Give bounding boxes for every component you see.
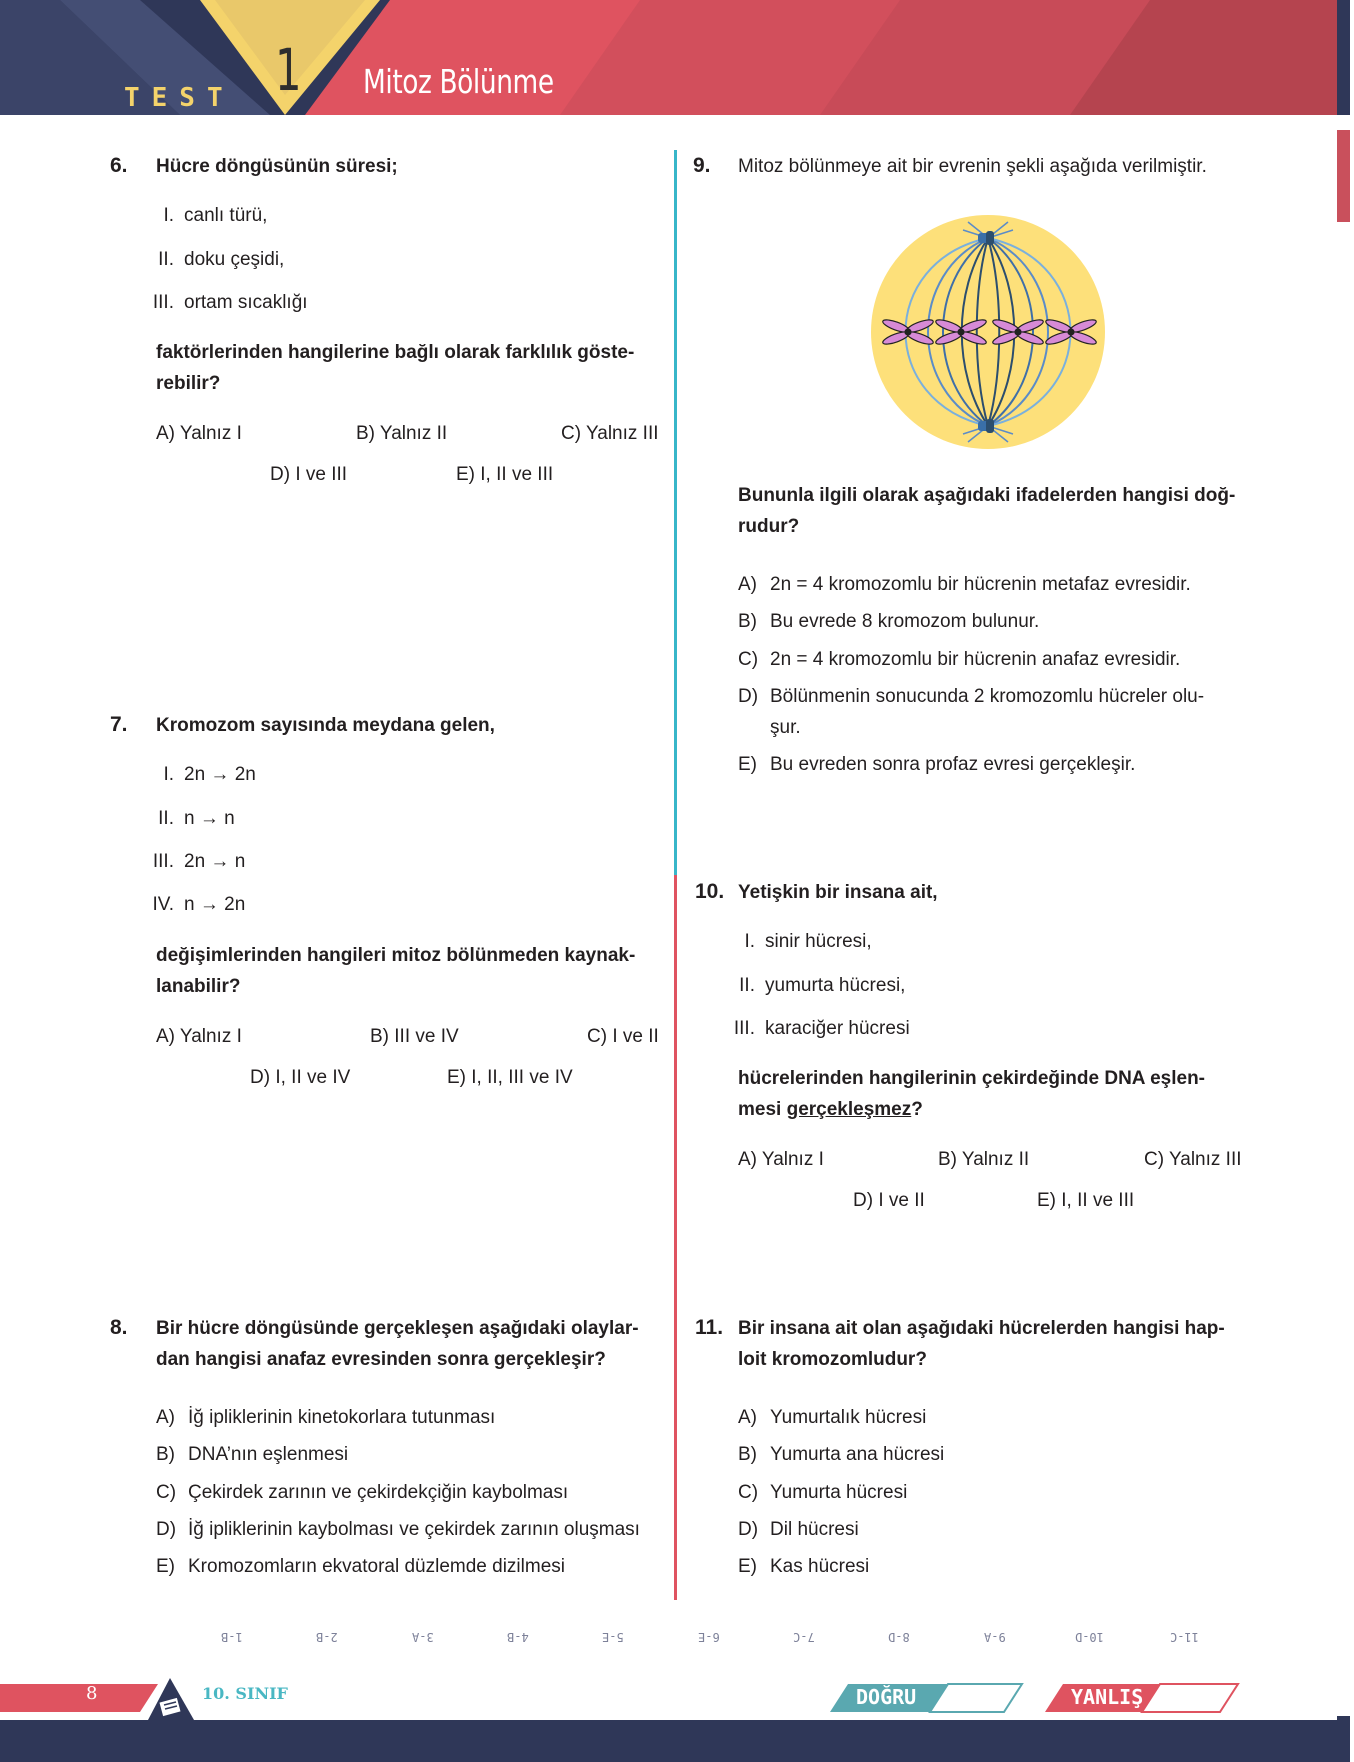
list-item: I. sinir hücresi, <box>744 931 872 952</box>
question-stem: Yetişkin bir insana ait, <box>738 882 938 903</box>
question-text-line: hücrelerinden hangilerinin çekirdeğinde DNA eşlen- <box>738 1068 1206 1089</box>
option-c[interactable]: C) I ve II <box>587 1026 659 1047</box>
list-item: III. 2n → n <box>152 851 246 872</box>
option-d-continuation: şur. <box>770 717 801 738</box>
option-e[interactable]: E) Bu evreden sonra profaz evresi gerçekleşir. <box>738 754 1136 775</box>
grade-label: 10. SINIF <box>202 1684 288 1703</box>
answer-key-item: 6-E <box>698 1630 720 1644</box>
page-header <box>0 0 1338 115</box>
question-number: 6. <box>110 154 128 177</box>
option-b[interactable]: B) Bu evrede 8 kromozom bulunur. <box>738 611 1040 632</box>
question-text-line: faktörlerinden hangilerine bağlı olarak farklılık göste- <box>156 342 635 363</box>
answer-key-item: 8-D <box>888 1630 910 1644</box>
option-a[interactable]: A) İğ ipliklerinin kinetokorlara tutunması <box>156 1407 496 1428</box>
answer-key-item: 3-A <box>412 1630 434 1644</box>
question-text-line: mesi gerçekleşmez? <box>738 1099 923 1120</box>
question-number: 11. <box>695 1316 724 1339</box>
option-e[interactable]: E) I, II ve III <box>1037 1190 1135 1211</box>
option-b[interactable]: B) III ve IV <box>370 1026 459 1047</box>
answer-key-item: 5-E <box>602 1630 624 1644</box>
option-b[interactable]: B) Yalnız II <box>938 1149 1030 1170</box>
option-d[interactable]: D) I ve II <box>853 1190 925 1211</box>
answer-key-item: 1-B <box>221 1630 243 1644</box>
question-text-line: Bununla ilgili olarak aşağıdaki ifadelerden hangisi doğ- <box>738 485 1236 506</box>
question-stem: Hücre döngüsünün süresi; <box>156 156 398 177</box>
column-divider-bottom <box>674 875 677 1600</box>
question-text-line: Bir insana ait olan aşağıdaki hücrelerden hangisi hap- <box>738 1318 1225 1339</box>
bottom-right-edge-bar <box>1337 1716 1350 1762</box>
option-d[interactable]: D) Dil hücresi <box>738 1519 859 1540</box>
answer-key-item: 9-A <box>984 1630 1006 1644</box>
list-item: III. karaciğer hücresi <box>733 1018 910 1039</box>
page-number: 8 <box>86 1683 98 1704</box>
question-text-line: rudur? <box>738 516 800 537</box>
right-edge-tab <box>1337 130 1350 222</box>
option-b[interactable]: B) Yalnız II <box>356 423 448 444</box>
list-item: III. ortam sıcaklığı <box>152 292 308 313</box>
option-d[interactable]: D) İğ ipliklerinin kaybolması ve çekirdek zarının oluşması <box>156 1519 640 1540</box>
list-item: II. yumurta hücresi, <box>739 975 906 996</box>
option-a[interactable]: A) Yalnız I <box>156 1026 242 1047</box>
option-e[interactable]: E) Kas hücresi <box>738 1556 870 1577</box>
right-edge-bar <box>1337 0 1350 115</box>
option-a[interactable]: A) Yumurtalık hücresi <box>738 1407 927 1428</box>
answer-key-item: 7-C <box>793 1630 815 1644</box>
wrong-count-label: YANLIŞ <box>1071 1685 1144 1709</box>
option-d[interactable]: D) I, II ve IV <box>250 1067 351 1088</box>
option-d[interactable]: D) Bölünmenin sonucunda 2 kromozomlu hücreler olu- <box>738 686 1205 707</box>
option-e[interactable]: E) I, II, III ve IV <box>447 1067 573 1088</box>
answer-key-item: 4-B <box>507 1630 529 1644</box>
mitosis-cell-illustration <box>868 212 1108 452</box>
question-text-line: loit kromozomludur? <box>738 1349 927 1370</box>
test-label: TEST <box>124 83 235 113</box>
option-b[interactable]: B) DNA’nın eşlenmesi <box>156 1444 349 1465</box>
question-number: 10. <box>695 880 725 903</box>
question-text-line: rebilir? <box>156 373 221 394</box>
answer-key-item: 11-C <box>1170 1630 1199 1644</box>
question-number: 7. <box>110 713 128 736</box>
option-c[interactable]: C) Çekirdek zarının ve çekirdekçiğin kaybolması <box>156 1482 569 1503</box>
column-divider-top <box>674 150 677 875</box>
option-b[interactable]: B) Yumurta ana hücresi <box>738 1444 945 1465</box>
option-c[interactable]: C) 2n = 4 kromozomlu bir hücrenin anafaz evresidir. <box>738 649 1181 670</box>
option-a[interactable]: A) Yalnız I <box>738 1149 824 1170</box>
correct-count-label: DOĞRU <box>856 1685 917 1709</box>
question-number: 9. <box>693 154 711 177</box>
list-item: I. 2n → 2n <box>163 764 256 785</box>
list-item: IV. n → 2n <box>152 894 246 915</box>
question-stem: Kromozom sayısında meydana gelen, <box>156 715 495 736</box>
answer-key-item: 10-D <box>1075 1630 1104 1644</box>
option-e[interactable]: E) I, II ve III <box>456 464 554 485</box>
list-item: II. doku çeşidi, <box>158 249 285 270</box>
option-a[interactable]: A) 2n = 4 kromozomlu bir hücrenin metafaz evresidir. <box>738 574 1191 595</box>
question-text-line: lanabilir? <box>156 976 241 997</box>
test-number: 1 <box>275 36 302 104</box>
option-d[interactable]: D) I ve III <box>270 464 348 485</box>
list-item: II. n → n <box>158 808 235 829</box>
list-item: I. canlı türü, <box>163 205 268 226</box>
question-text-line: dan hangisi anafaz evresinden sonra gerçekleşir? <box>156 1349 606 1370</box>
question-text-line: Bir hücre döngüsünde gerçekleşen aşağıdaki olaylar- <box>156 1318 639 1339</box>
answer-key-item: 2-B <box>316 1630 338 1644</box>
option-c[interactable]: C) Yalnız III <box>1144 1149 1242 1170</box>
footer-graphic <box>0 1670 1338 1762</box>
test-title: Mitoz Bölünme <box>363 62 554 101</box>
option-a[interactable]: A) Yalnız I <box>156 423 242 444</box>
option-c[interactable]: C) Yumurta hücresi <box>738 1482 908 1503</box>
question-number: 8. <box>110 1316 128 1339</box>
option-c[interactable]: C) Yalnız III <box>561 423 659 444</box>
emphasis-underlined: gerçekleşmez <box>786 1099 912 1120</box>
question-stem: Mitoz bölünmeye ait bir evrenin şekli aşağıda verilmiştir. <box>738 156 1207 177</box>
option-e[interactable]: E) Kromozomların ekvatoral düzlemde dizilmesi <box>156 1556 565 1577</box>
question-text-line: değişimlerinden hangileri mitoz bölünmeden kaynak- <box>156 945 636 966</box>
